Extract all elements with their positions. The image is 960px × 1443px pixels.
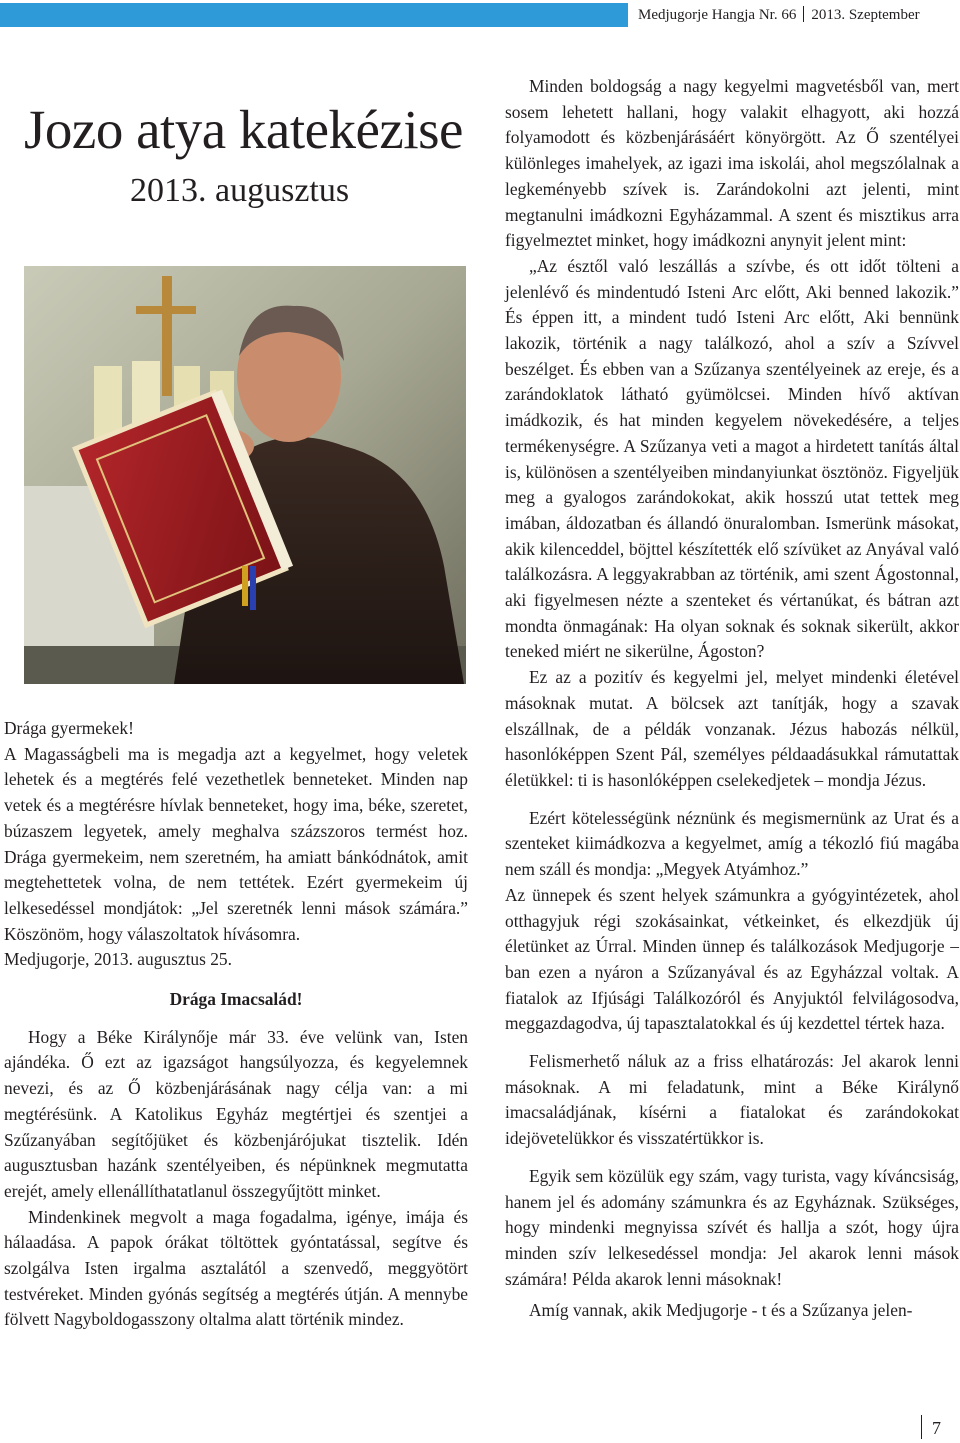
paragraph: Az ünnepek és szent helyek számunkra a gyógyintézetek, ahol otthagyjuk régi szokásainkat, vétkeinket, és elkezdjük új életünket az Úrral. Minden ünnep és találkozások Medjugorje –ban ezen a nyáron a Szűzanyával és az Egyházzal voltak. A fiatalok az Ifjúsági Találkozóról és Anyjuktól felvilágosodva, meggazdagodva, új tapasztalatokkal és új kezdettel tértek haza. xyxy=(505,884,959,1034)
quote-paragraph: „Az észtől való leszállás a szívbe, és ott időt tölteni a jelenlévő és mindentudó Isteni Arc előtt, Aki benned lakozik.” És éppen itt, a mindent tudó Isteni Arc előtt, Aki bennünk lakozik, történik a nagy találkozó, ahol a szív a Szívvel beszélget. És ebben van a Szűzanya szentélyeinek az ereje, és a zarándoklatok látható gyümölcsei. Minden hívő aktívan imádkozik, és hat minden kegyelem növekedésére, a teljes termékenységre. A Szűzanya veti a magot a hirdetett tanítás által is, különösen a szentélyeiben mindanyiunkat ösztönöz. Figyeljük meg a gyalogos zarándokokat, akik hosszú utat tettek meg imában, áldozatban és állandó önuralomban. Ismerünk másokat, akik kilenceddel, böjttel készítették elő szívüket az Anyával való találkozásra. A leggyakrabban az történik, ami szent Ágostonnal, aki figyelmesen nézte a szenteket és vértanúkat, és bátran azt mondta önmagának: Ha olyan soknak és soknak sikerült, akkor teneked miért ne sikerülne, Ágoston? xyxy=(505,255,959,662)
section-heading: Drága Imacsalád! xyxy=(169,989,303,1010)
message-dateline: Medjugorje, 2013. augusztus 25. xyxy=(4,949,232,970)
paragraph: Ezért kötelességünk néznünk és megismernünk az Urat és a szenteket kiimádkozva a kegyelmet, amíg a tékozló fiú magába nem száll és mondja: „Megyek Atyámhoz.” xyxy=(505,807,959,880)
header-color-strip xyxy=(0,3,628,27)
paragraph: Ez az a pozitív és kegyelmi jel, melyet mindenki életével másoknak mutat. A bölcsek azt tanítják, hogy a szavak elszállnak, de a példák vonzanak. Jézus habozás nélkül, hasonlóképpen Szent Pál, személyes példaadásukkal rámutattak életükkel: ti is hasonlóképpen cselekedjetek – mondja Jézus. xyxy=(505,667,959,790)
issue-number: Nr. 66 xyxy=(758,7,797,23)
page-number-divider xyxy=(921,1415,922,1439)
paragraph: Minden boldogság a nagy kegyelmi magvetésből van, mert sosem lehetett hallani, hogy valakit elhagyott, aki hozzá folyamodott és közbenjárásáért könyörgött. Az Ő szentélyei különleges imahelyek, az igazi ima iskolái, ahol megszólalnak a legkeményebb szívek is. Zarándokolni azt jelenti, mint megtanulni imádkozni Egyházammal. A szent és misztikus arra figyelmeztet minket, hogy imádkozni anynyit jelent mint: xyxy=(505,76,959,251)
paragraph: Egyik sem közülük egy szám, vagy turista, vagy kíváncsiság, hanem jel és adomány számunkra és az Egyháznak. Szükséges, hogy mindenki megnyissa szívét és hallja a szót, hogy újra minden szív lelkesedéssel mondja: Jel akarok lenni mások számára! Példa akarok lenni másoknak! xyxy=(505,1165,959,1289)
right-column xyxy=(505,74,959,1324)
magazine-name: Medjugorje Hangja xyxy=(638,7,756,23)
running-header xyxy=(638,6,920,24)
header-separator xyxy=(803,6,804,22)
priest-holding-bible-photo xyxy=(24,266,466,684)
message-greeting: Drága gyermekek! xyxy=(4,718,134,738)
issue-date: 2013. Szeptember xyxy=(811,7,920,23)
paragraph: Felismerhető náluk az a friss elhatározás: Jel akarok lenni másoknak. A mi feladatunk, mint a Béke Királynő imacsaládjának, kísérni a fiatalokat és zarándokokat idejövetelükkor és visszatértükkor is. xyxy=(505,1051,959,1149)
paragraph: Hogy a Béke Királynője már 33. éve velünk van, Isten ajándéka. Ő ezt az igazságot hangsúlyozza, és kegyelemnek nevezi, és az Ő közbenjárásának nagy célja van: a mi megtérésünk. A Katolikus Egyház megtértjei és szentjei a Szűzanyában segítőjüket és közbenjárójukat tisztelik. Idén augusztusban hazánk szentélyeiben, és népünknek megmutatta erejét, amely ellenállíthatatlanul összegyűjtött minket. xyxy=(4,1026,468,1201)
article-subtitle: 2013. augusztus xyxy=(130,172,350,209)
page-number: 7 xyxy=(932,1418,941,1438)
message-body: A Magasságbeli ma is megadja azt a kegyelmet, hogy veletek lehetek és a megtérés felé vezethetlek benneteket. Minden nap vetek és a megtérésre hívlak benneteket, hogy ima, béke, szeretet, búzaszem legyetek, amely meghalva százszoros termést hoz. Drága gyermekeim, nem szeretném, ha amiatt bánkódnátok, amit megtehettetek volna, de nem tettétek. Ezért gyermekeim új lelkesedéssel mondjátok: „Jel szeretnék lenni mások számára.” Köszönöm, hogy válaszoltatok hívásomra. xyxy=(4,743,468,944)
left-column xyxy=(4,716,468,1333)
page-header xyxy=(0,0,960,32)
paragraph: Amíg vannak, akik Medjugorje - t és a Szűzanya jelen- xyxy=(529,1300,913,1321)
article-title: Jozo atya katekézise xyxy=(24,99,463,160)
photo-illustration xyxy=(24,266,466,684)
paragraph: Mindenkinek megvolt a maga fogadalma, igénye, imája és hálaadása. A papok órákat töltöttek gyóntatással, segítve és szolgálva Isten irgalma asztalától a szenvedő, meggyötört testvéreket. Minden gyónás segítség a megtérés útján. A mennybe fölvett Nagyboldogasszony oltalma alatt történik mindez. xyxy=(4,1206,468,1330)
